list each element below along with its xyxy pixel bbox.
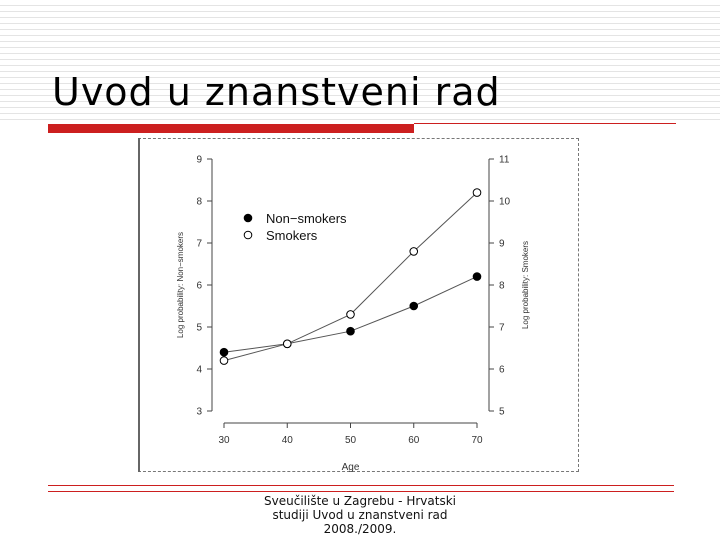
y-tick-label-left: 4 bbox=[196, 364, 202, 376]
x-tick-label: 40 bbox=[281, 435, 293, 446]
x-tick-label: 30 bbox=[218, 435, 230, 446]
y-tick-label-left: 3 bbox=[196, 406, 202, 418]
x-tick-label: 70 bbox=[471, 435, 483, 446]
footer-line-1: Sveučilište u Zagrebu - Hrvatski bbox=[264, 494, 456, 508]
x-axis-title: Age bbox=[341, 462, 360, 473]
data-point-smokers bbox=[473, 189, 481, 197]
y-tick-label-left: 6 bbox=[196, 280, 202, 292]
data-point-smokers bbox=[410, 248, 418, 256]
legend-label: Non−smokers bbox=[266, 211, 347, 226]
y-tick-label-left: 9 bbox=[196, 154, 202, 166]
legend-marker bbox=[244, 231, 252, 239]
footer-line-3: 2008./2009. bbox=[323, 522, 397, 536]
footer-line-2: studiji Uvod u znanstveni rad bbox=[272, 508, 448, 522]
y-tick-label-right: 6 bbox=[499, 364, 505, 376]
x-tick-label: 50 bbox=[344, 435, 357, 446]
slide-title: Uvod u znanstveni rad bbox=[52, 70, 501, 114]
y-tick-label-left: 5 bbox=[196, 322, 202, 334]
slide-footer bbox=[250, 494, 470, 536]
data-point-non-smokers bbox=[347, 327, 355, 335]
y-tick-label-left: 8 bbox=[196, 196, 202, 208]
y-tick-label-right: 5 bbox=[499, 406, 505, 418]
footer-rule-top bbox=[48, 485, 674, 486]
y-tick-label-left: 7 bbox=[196, 238, 202, 250]
legend-label: Smokers bbox=[266, 228, 318, 243]
y-tick-label-right: 8 bbox=[499, 280, 505, 292]
data-point-smokers bbox=[283, 340, 291, 348]
data-point-smokers bbox=[347, 311, 355, 319]
y-axis-title-left: Log probability: Non−smokers bbox=[176, 231, 185, 339]
data-point-non-smokers bbox=[220, 348, 228, 356]
legend-marker bbox=[244, 214, 252, 222]
y-tick-label-right: 7 bbox=[499, 322, 505, 334]
footer-rule-bottom bbox=[48, 491, 674, 492]
data-point-non-smokers bbox=[473, 273, 481, 281]
y-axis-title-right: Log probability: Smokers bbox=[521, 240, 530, 330]
y-tick-label-right: 10 bbox=[499, 196, 511, 208]
data-point-non-smokers bbox=[410, 302, 418, 310]
y-tick-label-right: 9 bbox=[499, 238, 505, 250]
y-tick-label-right: 11 bbox=[499, 154, 510, 166]
data-point-smokers bbox=[220, 357, 228, 365]
x-tick-label: 60 bbox=[408, 435, 420, 446]
chart-plot-area bbox=[176, 155, 530, 474]
